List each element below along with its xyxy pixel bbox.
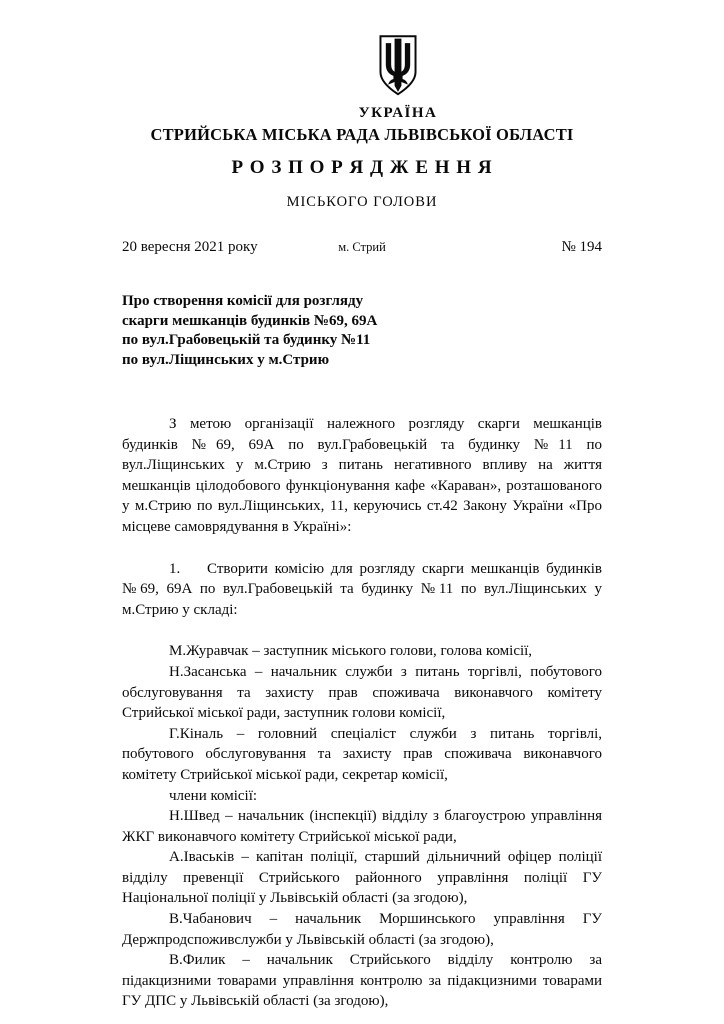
- subject-line: Про створення комісії для розгляду: [122, 293, 364, 309]
- commission-members-label: члени комісії:: [169, 787, 258, 804]
- document-subtype-title: МІСЬКОГО ГОЛОВИ: [286, 194, 438, 210]
- document-date: 20 вересня 2021 року: [122, 239, 258, 255]
- commission-member: Н.Засанська – начальник служби з питань торгівлі, побутового обслуговування та захисту прав споживача виконавчого комітету Стрийської міської ради, заступник голови комісії,: [122, 663, 602, 722]
- commission-member: А.Іваськів – капітан поліції, старший дільничний офіцер поліції відділу превенції Стрийського районного управління поліції ГУ Національної поліції у Львівській області (за згодою),: [122, 849, 602, 907]
- document-number: № 194: [561, 239, 603, 255]
- ukraine-coat-of-arms-icon: [375, 34, 421, 98]
- authority-title: СТРИЙСЬКА МІСЬКА РАДА ЛЬВІВСЬКОЇ ОБЛАСТІ: [150, 125, 574, 144]
- document-place: м. Стрий: [338, 240, 386, 254]
- subject-line: скарги мешканців будинків №69, 69А: [122, 312, 378, 329]
- commission-member: В.Чабанович – начальник Моршинського управління ГУ Держпродспоживслужби у Львівській області (за згодою),: [122, 911, 602, 948]
- document-subject: [122, 292, 602, 370]
- document-type-title: Р О З П О Р Я Д Ж Е Н Н Я: [231, 157, 493, 178]
- commission-member: М.Журавчак – заступник міського голови, голова комісії,: [169, 643, 533, 660]
- commission-member: Г.Кіналь – головний спеціаліст служби з питань торгівлі, побутового обслуговування та захисту прав споживача виконавчого комітету Стрийської міської ради, секретар комісії,: [122, 725, 602, 783]
- commission-member: Н.Швед – начальник (інспекції) відділу з благоустрою управління ЖКГ виконавчого комітету Стрийської міської ради,: [122, 808, 602, 845]
- item-1-paragraph: 1. Створити комісію для розгляду скарги мешканців будинків №69, 69А по вул.Грабовецькій та будинку №11 по вул.Ліщинських у м.Стрию у складі:: [122, 560, 602, 618]
- country-title: УКРАЇНА: [358, 105, 438, 121]
- intro-paragraph: З метою організації належного розгляду скарги мешканців будинків №69, 69А по вул.Грабовецькій та будинку №11 по вул.Ліщинських у м.Стрию з питань негативного впливу на життя мешканців цілодобового функціонування кафе «Караван», розташованого у м.Стрию по вул.Ліщинських, 11, керуючись ст.42 Закону України «Про місцеве самоврядування в Україні»:: [122, 416, 602, 535]
- document-meta-row: [122, 239, 602, 256]
- subject-line: по вул.Грабовецькій та будинку №11: [122, 332, 371, 348]
- document-header-emblem: [158, 34, 638, 103]
- commission-member: В.Филик – начальник Стрийського відділу контролю за підакцизними товарами управління контролю за підакцизними товарами ГУ ДПС у Львівській області (за згодою),: [122, 952, 602, 1010]
- subject-line: по вул.Ліщинських у м.Стрию: [122, 351, 330, 368]
